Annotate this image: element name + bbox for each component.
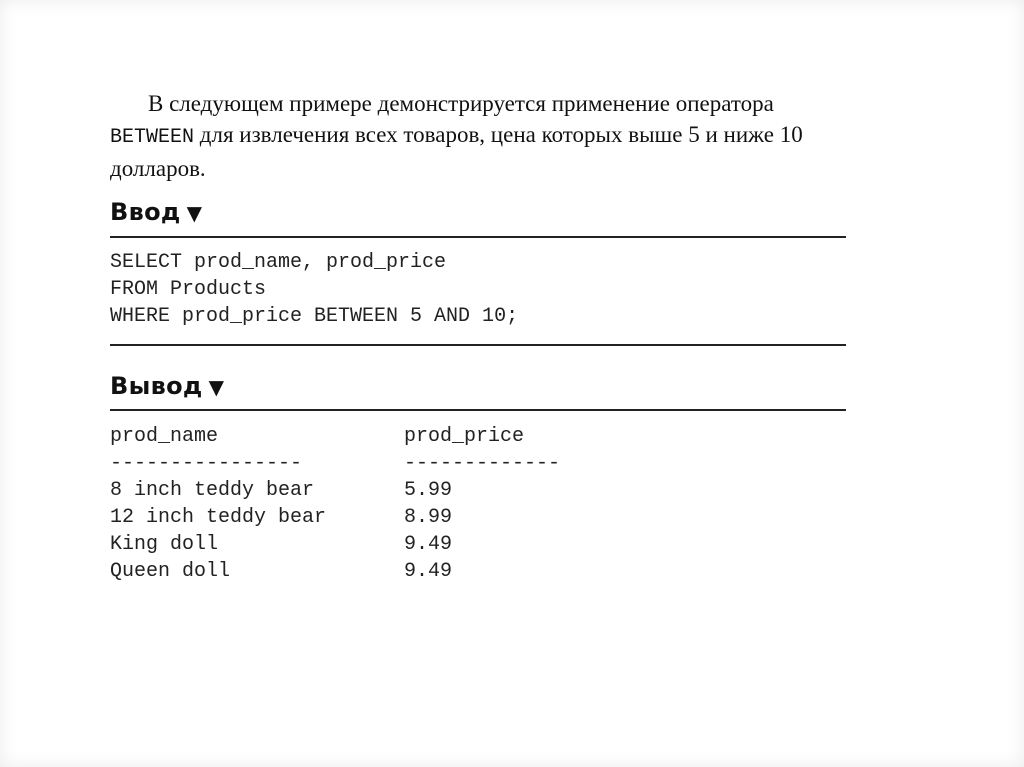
code-line: FROM Products [110,278,267,301]
cell-prod-name: Queen doll [110,560,231,583]
intro-text-before: В следующем примере демонстрируется применение оператора [148,91,774,116]
cell-prod-price: 9.49 [404,533,453,556]
cell-prod-name: 12 inch teddy bear [110,506,327,529]
table-row [110,558,604,585]
output-separator-row [110,450,604,477]
triangle-down-icon: ▼ [186,201,203,225]
input-heading [110,198,202,226]
cell-prod-price: 8.99 [404,506,453,529]
output-top-rule [110,409,846,411]
cell-prod-price: 5.99 [404,479,453,502]
separator: ---------------- [110,452,303,475]
input-bottom-rule [110,344,846,346]
triangle-down-icon: ▼ [208,375,225,399]
input-code-block [110,249,518,330]
cell-prod-name: 8 inch teddy bear [110,479,315,502]
table-row [110,504,604,531]
output-heading-label: Вывод [110,372,203,400]
code-line: WHERE prod_price BETWEEN 5 AND 10; [110,305,519,328]
cell-prod-price: 9.49 [404,560,453,583]
cell-prod-name: King doll [110,533,219,556]
table-row [110,477,604,504]
table-row [110,531,604,558]
output-table [110,423,604,585]
column-header: prod_price [404,425,525,448]
column-header: prod_name [110,425,219,448]
separator: ------------- [404,452,561,475]
intro-text-after: для извлечения всех товаров, цена которых выше 5 и ниже 10 долларов. [110,122,803,181]
input-heading-label: Ввод [110,198,181,226]
code-line: SELECT prod_name, prod_price [110,251,447,274]
output-heading [110,372,224,400]
intro-keyword: BETWEEN [110,126,195,149]
output-header-row [110,423,604,450]
intro-paragraph [110,88,850,184]
input-top-rule [110,236,846,238]
